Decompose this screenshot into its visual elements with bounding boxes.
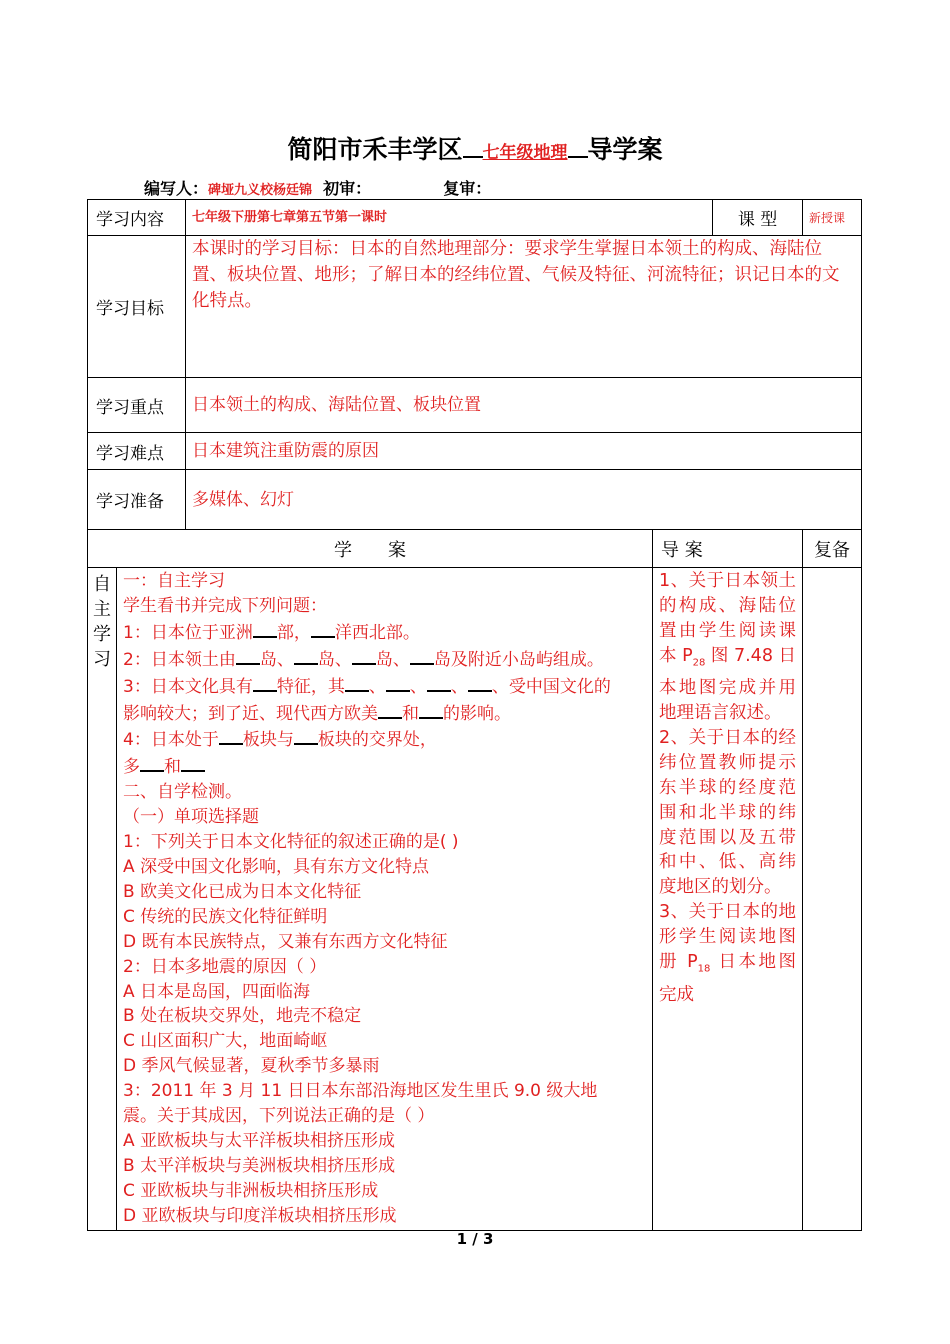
difficulty-label: 学习难点 xyxy=(88,433,186,470)
mcq-option: B 欧美文化已成为日本文化特征 xyxy=(123,881,362,902)
guide-item-2: 2、关于日本的经纬位置教师提示东半球的经度范围和北半球的纬度范围以及五带和中、低、高纬度地区的划分。 xyxy=(659,727,797,898)
study-line: 一：自主学习 xyxy=(123,571,225,591)
fill-blank xyxy=(253,619,277,638)
fill-blank xyxy=(236,646,260,665)
study-content xyxy=(117,568,653,1231)
title-prefix: 简阳市禾丰学区 xyxy=(287,135,463,164)
fill-blank xyxy=(140,753,164,772)
author-name: 碑垭九义校杨廷锦 xyxy=(208,183,313,198)
mcq-option: A 亚欧板块与太平洋板块相挤压形成 xyxy=(123,1130,396,1151)
self-study-side-label xyxy=(88,568,117,1231)
mcq-option: B 太平洋板块与美洲板块相挤压形成 xyxy=(123,1155,396,1176)
prep-label: 学习准备 xyxy=(88,470,186,530)
side-char: 自 xyxy=(93,574,111,595)
lesson-plan-table xyxy=(87,199,862,1231)
question-1: 1：日本位于亚洲 部， 洋西北部。 xyxy=(123,619,646,646)
mcq-question: 震。关于其成因，下列说法正确的是（ ） xyxy=(123,1106,435,1127)
page-title xyxy=(0,133,950,170)
fill-blank xyxy=(386,673,410,692)
question-3: 3：日本文化具有 特征，其 、 、 、 、受中国文化的 xyxy=(123,673,646,700)
title-suffix: 导学案 xyxy=(587,135,663,164)
study-line: 学生看书并完成下列问题： xyxy=(123,595,327,616)
side-char: 学 xyxy=(93,624,111,645)
guide-header: 导 案 xyxy=(653,530,803,568)
mcq-question: 1：下列关于日本文化特征的叙述正确的是( ) xyxy=(123,832,459,853)
side-char: 主 xyxy=(93,599,111,620)
guide-content xyxy=(653,568,803,1231)
mcq-option: A 日本是岛国，四面临海 xyxy=(123,981,311,1002)
focus-label: 学习重点 xyxy=(88,378,186,433)
mcq-option: C 亚欧板块与非洲板块相挤压形成 xyxy=(123,1180,379,1201)
difficulty-value: 日本建筑注重防震的原因 xyxy=(186,433,862,470)
fill-blank xyxy=(352,646,376,665)
guide-item-3: 3、关于日本的地形学生阅读地图册 $P_{18}$ 日本地图完成 xyxy=(659,902,797,1005)
mcq-option: D 季风气候显著，夏秋季节多暴雨 xyxy=(123,1056,380,1077)
question-4-cont: 多 和 xyxy=(123,753,646,780)
study-header: 学 案 xyxy=(88,530,653,568)
fill-blank xyxy=(410,646,434,665)
fill-blank xyxy=(181,753,205,772)
study-line: 二、自学检测。 xyxy=(123,782,242,803)
type-label: 课 型 xyxy=(713,200,803,236)
title-underline xyxy=(568,134,588,158)
author-label: 编写人： xyxy=(144,179,209,198)
fill-blank xyxy=(219,726,243,745)
question-4: 4：日本处于 板块与 板块的交界处， xyxy=(123,726,646,753)
fill-blank xyxy=(378,700,402,719)
mcq-option: D 亚欧板块与印度洋板块相挤压形成 xyxy=(123,1205,397,1226)
goal-label: 学习目标 xyxy=(88,236,186,378)
study-line: （一）单项选择题 xyxy=(123,807,259,828)
mcq-option: C 传统的民族文化特征鲜明 xyxy=(123,906,328,927)
fill-blank xyxy=(294,726,318,745)
fill-blank xyxy=(468,673,492,692)
fill-blank xyxy=(311,619,335,638)
page-number: 1 / 3 xyxy=(456,1230,494,1248)
mcq-question: 2：日本多地震的原因（ ） xyxy=(123,956,327,977)
fill-blank xyxy=(345,673,369,692)
mcq-option: C 山区面积广大，地面崎岖 xyxy=(123,1031,328,1052)
second-review-label: 复审： xyxy=(443,179,492,198)
prep-value: 多媒体、幻灯 xyxy=(186,470,862,530)
fill-blank xyxy=(294,646,318,665)
fill-blank xyxy=(419,700,443,719)
type-value: 新授课 xyxy=(803,200,862,236)
guide-item-1: 1、关于日本领土的构成、海陆位置由学生阅读课本 $P_{28}$ 图 7.48 日本地图完成并用地理语言叙述。 xyxy=(659,571,797,724)
focus-value: 日本领土的构成、海陆位置、板块位置 xyxy=(186,378,862,433)
review-column xyxy=(803,568,862,1231)
mcq-option: B 处在板块交界处，地壳不稳定 xyxy=(123,1006,362,1027)
first-review-label: 初审： xyxy=(323,179,372,198)
content-label: 学习内容 xyxy=(88,200,186,236)
fill-blank xyxy=(253,673,277,692)
goal-value: 本课时的学习目标：日本的自然地理部分：要求学生掌握日本领土的构成、海陆位置、板块位置、地形；了解日本的经纬位置、气候及特征、河流特征；识记日本的文化特点。 xyxy=(186,236,862,378)
mcq-option: D 既有本民族特点，又兼有东西方文化特征 xyxy=(123,931,448,952)
mcq-option: A 深受中国文化影响，具有东方文化特点 xyxy=(123,856,430,877)
content-value: 七年级下册第七章第五节第一课时 xyxy=(186,200,713,236)
review-header: 复备 xyxy=(803,530,862,568)
subject-name: 七年级地理 xyxy=(482,143,568,163)
fill-blank xyxy=(427,673,451,692)
question-2: 2：日本领土由 岛、 岛、 岛、 岛及附近小岛屿组成。 xyxy=(123,646,646,673)
mcq-question: 3：2011 年 3 月 11 日日本东部沿海地区发生里氏 9.0 级大地 xyxy=(123,1081,598,1102)
question-3-cont: 影响较大；到了近、现代西方欧美 和 的影响。 xyxy=(123,700,646,727)
title-underline xyxy=(463,134,483,158)
side-char: 习 xyxy=(93,649,111,670)
